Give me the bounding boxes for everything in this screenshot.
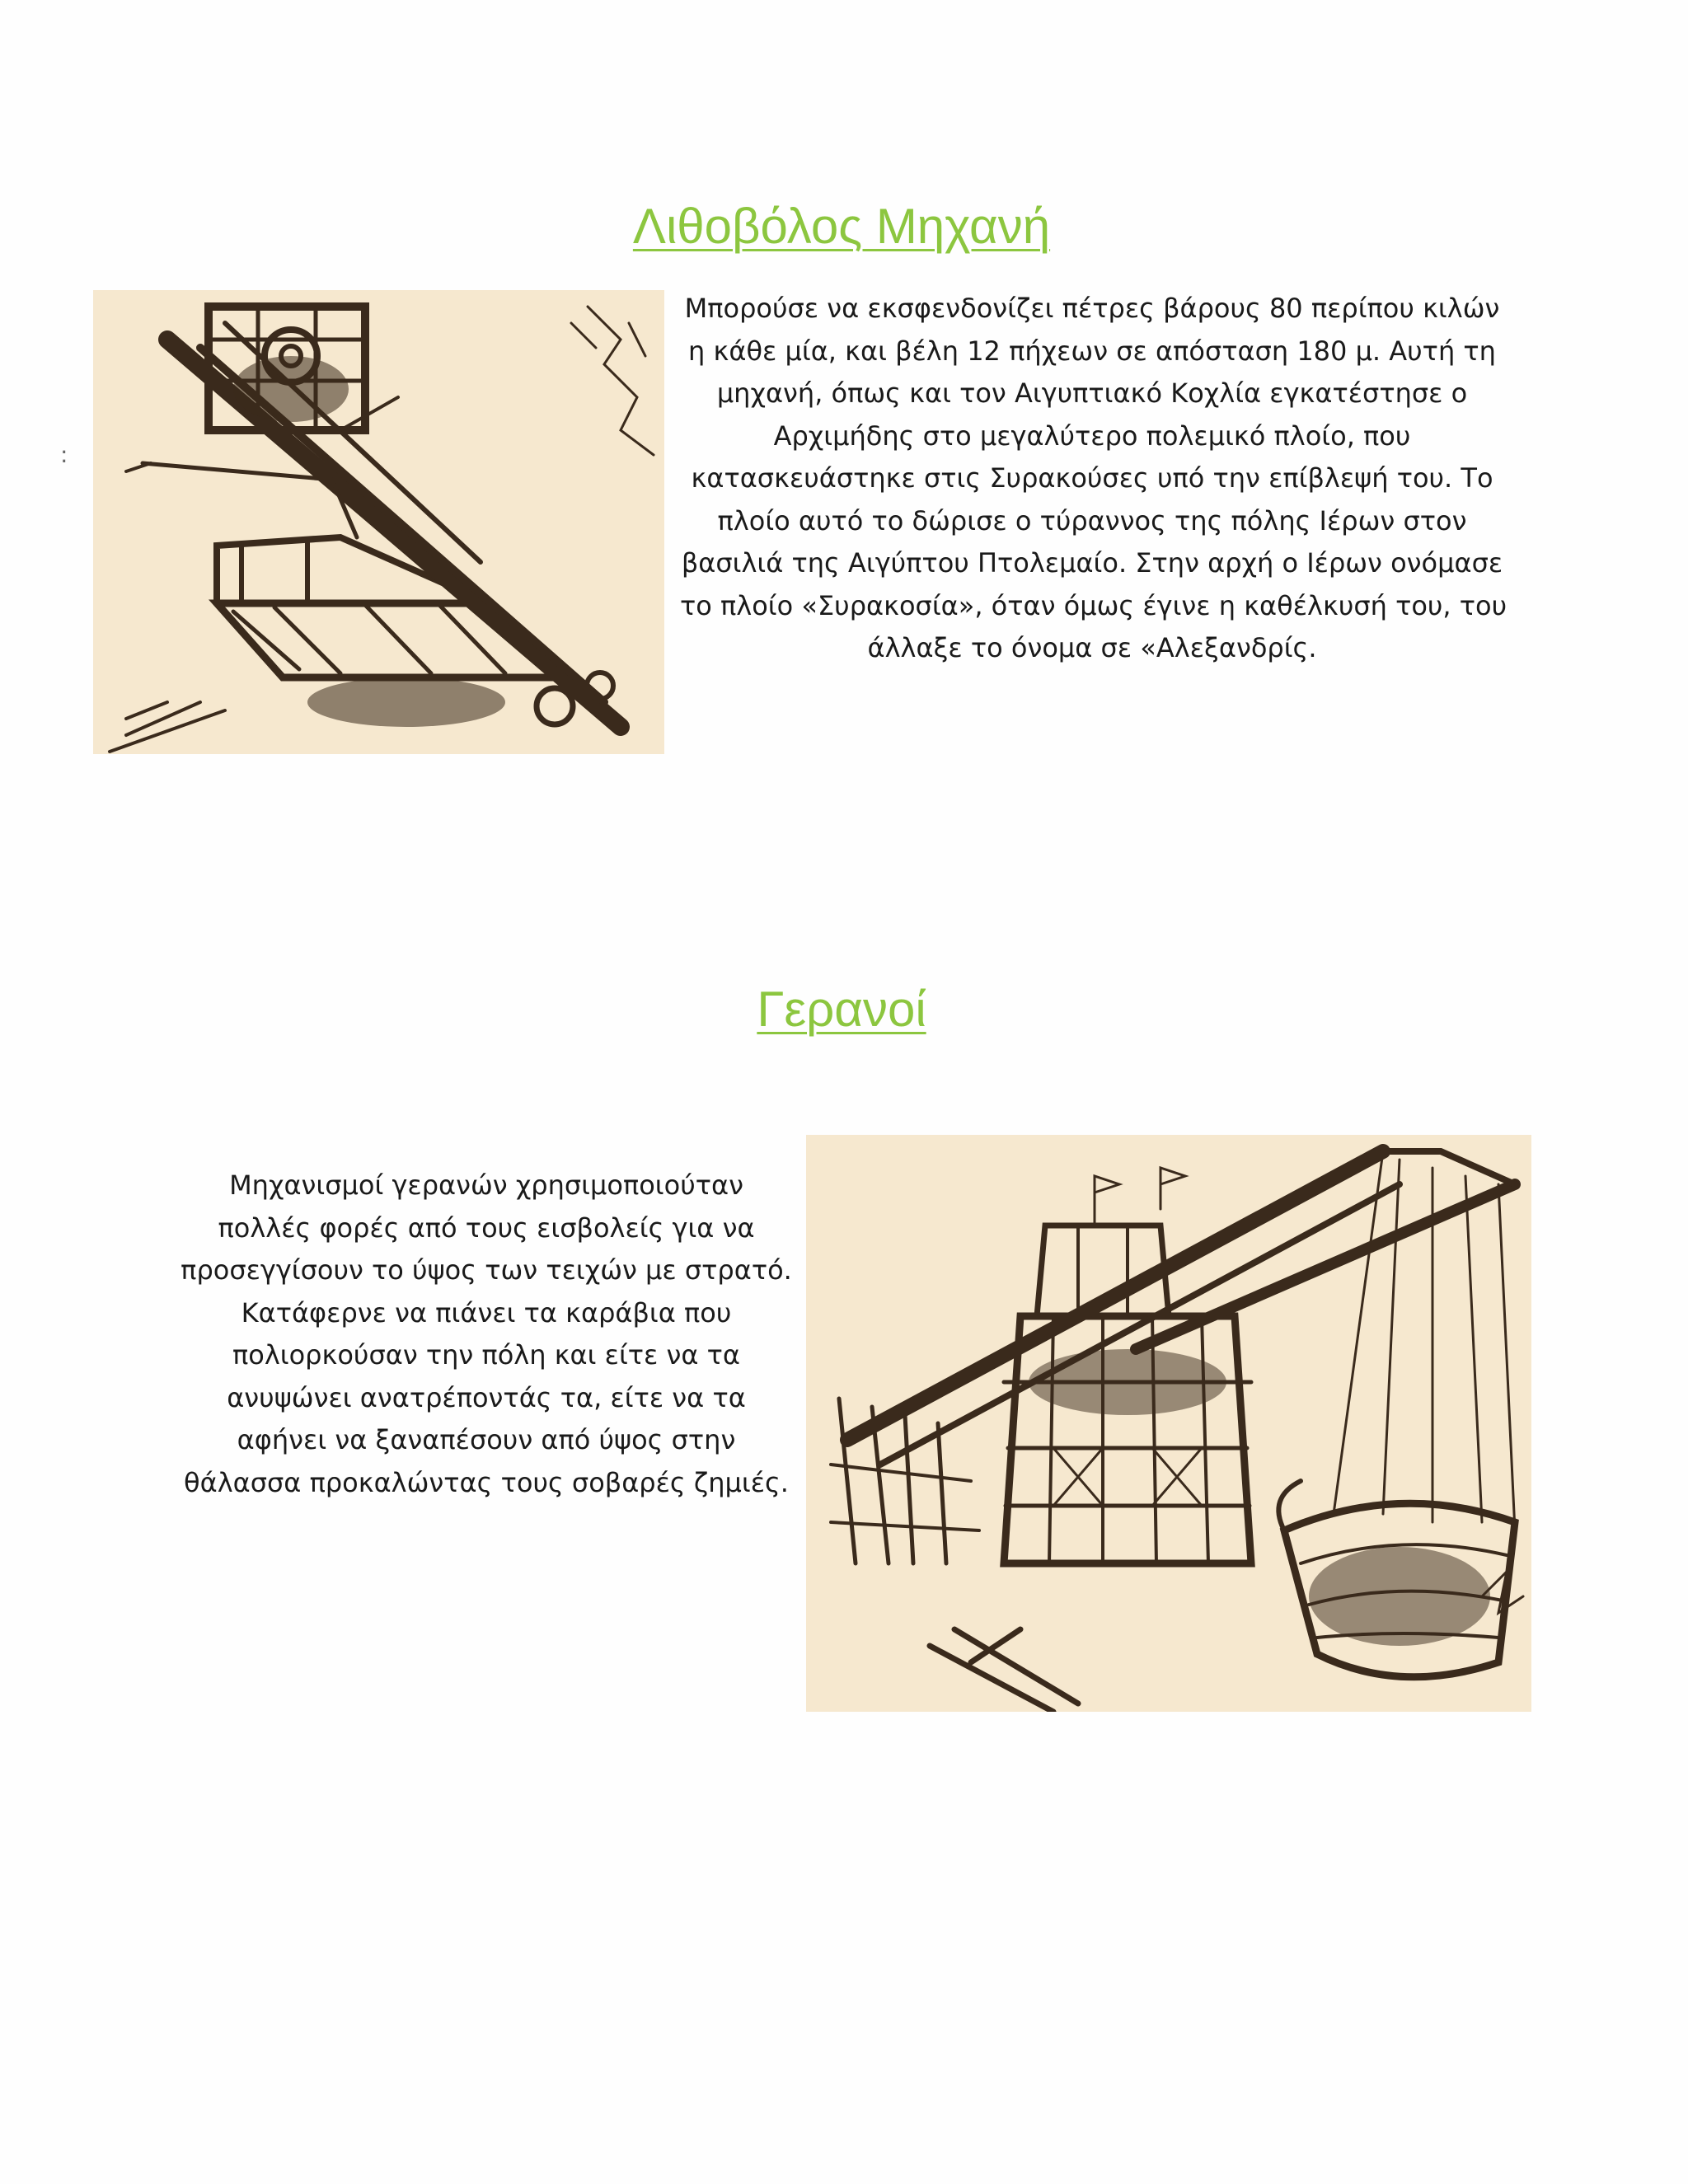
text-line: Μπορούσε να εκσφενδονίζει πέτρες βάρους 80 περίπου κιλών: [684, 293, 1500, 324]
cranes-description: [165, 1165, 808, 1504]
text-line: άλλαξε το όνομα σε «Αλεξανδρίς.: [867, 632, 1317, 663]
section-title-catapult: Λιθοβόλος Μηχανή: [632, 199, 1051, 254]
bullet-marker: :: [60, 441, 68, 468]
text-line: κατασκευάστηκε στις Συρακούσες υπό την επίβλεψή του. Το: [691, 462, 1493, 494]
text-line: πολιορκούσαν την πόλη και είτε να τα: [232, 1339, 740, 1371]
text-line: πολλές φορές από τους εισβολείς για να: [218, 1212, 755, 1244]
text-line: θάλασσα προκαλώντας τους σοβαρές ζημιές.: [184, 1466, 789, 1498]
catapult-illustration: [93, 290, 664, 754]
text-line: η κάθε μία, και βέλη 12 πήχεων σε απόσταση 180 μ. Αυτή τη: [688, 335, 1496, 367]
text-line: αφήνει να ξαναπέσουν από ύψος στην: [237, 1424, 736, 1455]
text-line: μηχανή, όπως και τον Αιγυπτιακό Κοχλία εγκατέστησε ο: [716, 377, 1468, 409]
text-line: προσεγγίσουν το ύψος των τειχών με στρατό.: [181, 1254, 792, 1286]
text-line: το πλοίο «Συρακοσία», όταν όμως έγινε η καθέλκυσή του, του: [680, 589, 1507, 621]
section-title-cranes: Γερανοί: [757, 982, 926, 1037]
crane-illustration: [806, 1135, 1531, 1712]
text-line: βασιλιά της Αιγύπτου Πτολεμαίο. Στην αρχή ο Ιέρων ονόμασε: [681, 547, 1503, 579]
text-line: Κατάφερνε να πιάνει τα καράβια που: [241, 1296, 732, 1329]
catapult-description: [680, 288, 1507, 670]
text-line: πλοίο αυτό το δώρισε ο τύραννος της πόλης Ιέρων στον: [717, 504, 1467, 537]
text-line: ανυψώνει ανατρέποντάς τα, είτε να τα: [227, 1381, 746, 1413]
text-line: Αρχιμήδης στο μεγαλύτερο πολεμικό πλοίο, που: [773, 419, 1411, 452]
text-line: Μηχανισμοί γερανών χρησιμοποιούταν: [229, 1169, 743, 1201]
